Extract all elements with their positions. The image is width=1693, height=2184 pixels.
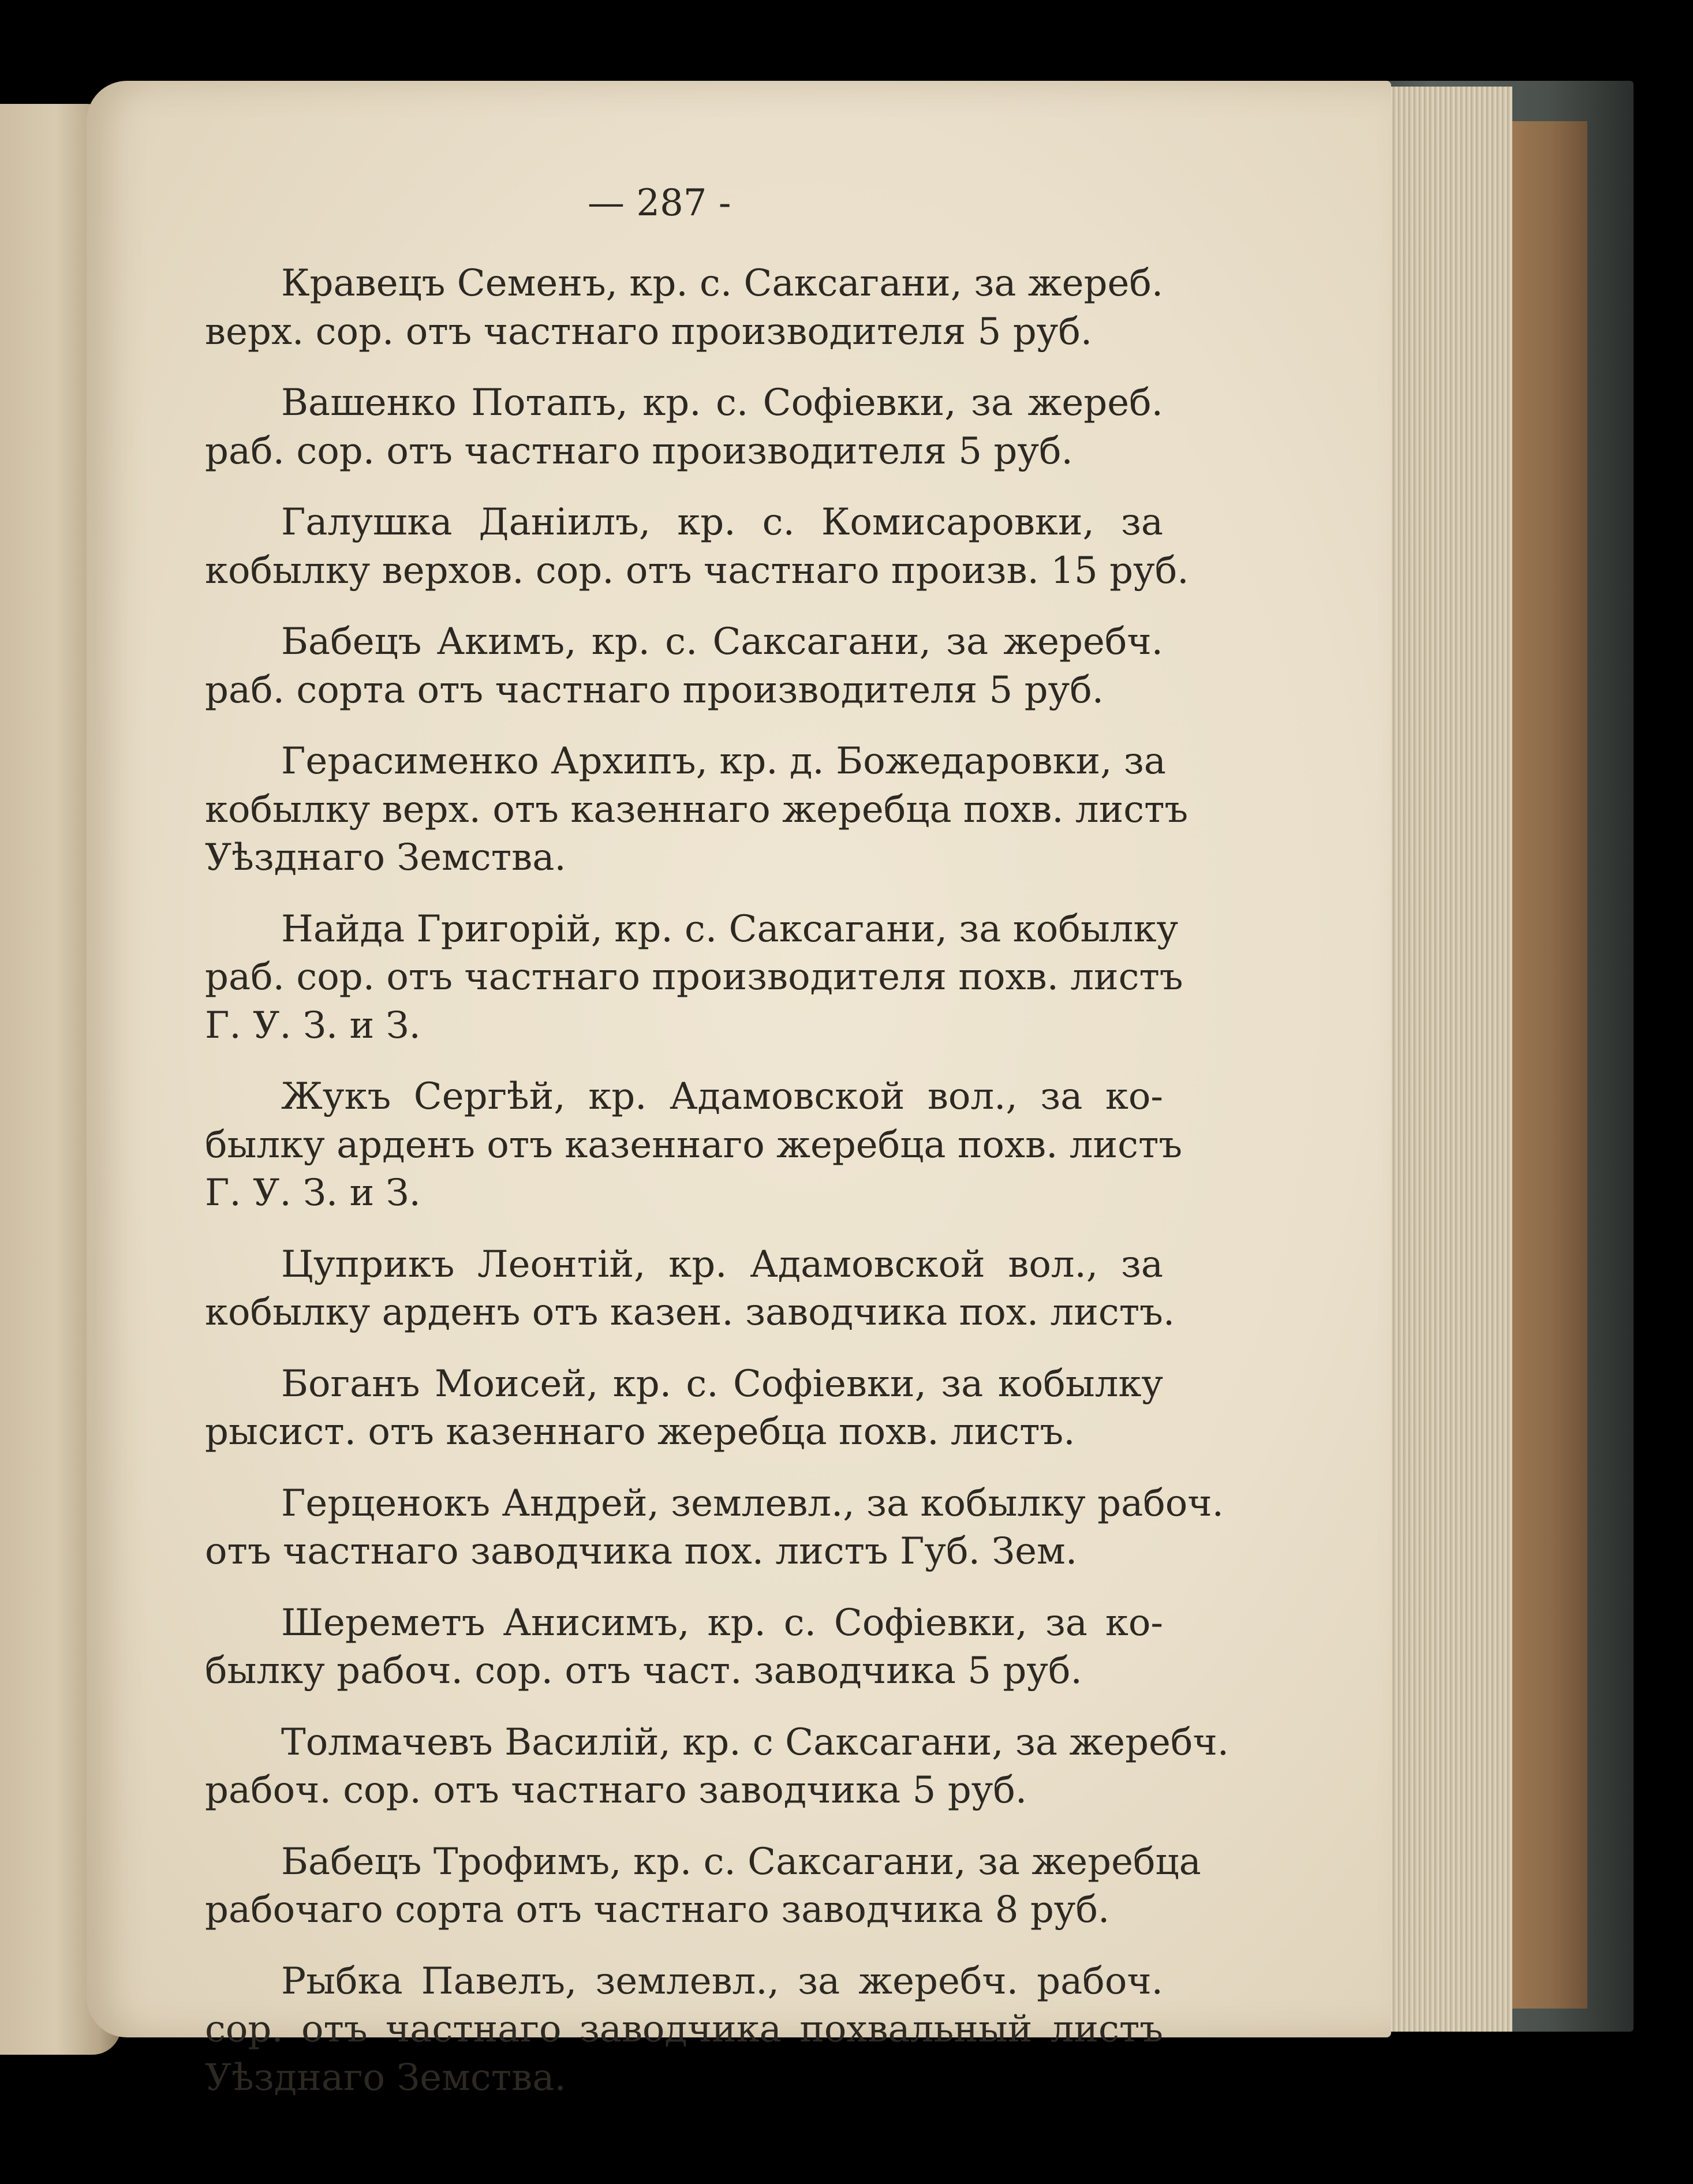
entry: [205, 738, 1189, 882]
entry: [205, 499, 1189, 595]
entry-line: раб. сорта отъ частнаго производителя 5 руб.: [205, 668, 1104, 712]
entry-line: Бабецъ Акимъ, кр. с. Саксагани, за жеребч.: [281, 620, 1163, 663]
entry: [205, 1480, 1224, 1576]
entry: [205, 618, 1163, 715]
entry-line: Шереметъ Анисимъ, кр. с. Софiевки, за ко-: [281, 1601, 1163, 1644]
entry: [205, 379, 1163, 476]
entry-line: раб. сор. отъ частнаго производителя похв. листъ: [205, 956, 1183, 998]
entry: [205, 260, 1163, 356]
entry: [205, 1719, 1229, 1815]
entry-line: Кравецъ Семенъ, кр. с. Саксагани, за жереб.: [281, 262, 1164, 305]
next-page-edge: [1501, 121, 1587, 2009]
entry-line: кобылку верх. отъ казеннаго жеребца похв. листъ: [205, 788, 1189, 831]
entry-line: былку арденъ отъ казеннаго жеребца похв. листъ: [205, 1123, 1183, 1166]
entry-line: Г. У. З. и З.: [205, 1172, 421, 1214]
entry-line: Бабецъ Трофимъ, кр. с. Саксагани, за жеребца: [281, 1840, 1201, 1883]
entry-line: кобылку арденъ отъ казен. заводчика пох. листъ.: [205, 1291, 1175, 1334]
entry: [205, 1599, 1163, 1696]
entry-line: Рыбка Павелъ, землевл., за жеребч. рабоч.: [281, 1959, 1163, 2003]
entry-line: раб. сор. отъ частнаго производителя 5 руб.: [205, 429, 1073, 473]
entry-line: отъ частнаго заводчика пох. листъ Губ. Зем.: [205, 1530, 1078, 1573]
page-text: [205, 260, 1229, 2125]
entry: [205, 1838, 1201, 1935]
entry-line: кобылку верхов. сор. отъ частнаго произв. 15 руб.: [205, 549, 1189, 592]
entry-line: рысист. отъ казеннаго жеребца похв. листъ.: [205, 1411, 1075, 1453]
entry: [205, 1360, 1163, 1457]
entry-line: рабочаго сорта отъ частнаго заводчика 8 руб.: [205, 1888, 1110, 1931]
entry-line: Толмачевъ Василiй, кр. с Саксагани, за жеребч.: [281, 1721, 1229, 1764]
entry-line: рабоч. сор. отъ частнаго заводчика 5 руб.: [205, 1769, 1027, 1812]
entry-line: Герасименко Архипъ, кр. д. Божедаровки, за: [281, 740, 1166, 783]
entry-line: сор. отъ частнаго заводчика похвальный листъ: [205, 2008, 1163, 2051]
entry-line: Вашенко Потапъ, кр. с. Софiевки, за жереб.: [281, 382, 1163, 424]
entry-line: Герценокъ Андрей, землевл., за кобылку рабоч.: [281, 1482, 1224, 1525]
entry-line: Жукъ Сергѣй, кр. Адамовской вол., за ко-: [281, 1075, 1163, 1118]
entry-line: Цуприкъ Леонтiй, кр. Адамовской вол., за: [281, 1243, 1163, 1286]
entry: [205, 1073, 1183, 1218]
entry-line: Галушка Данiилъ, кр. с. Комисаровки, за: [281, 501, 1163, 544]
entry: [205, 906, 1183, 1050]
entry: [205, 1241, 1175, 1337]
entry: [205, 1958, 1163, 2103]
entry-line: Уѣзднаго Земства.: [205, 2056, 566, 2099]
entry-line: Боганъ Моисей, кр. с. Софiевки, за кобылку: [281, 1362, 1163, 1405]
page-number: — 287 -: [588, 182, 731, 225]
entry-line: былку рабоч. сор. отъ част. заводчика 5 руб.: [205, 1650, 1082, 1692]
page-edges: [1380, 87, 1512, 2032]
entry-line: Уѣзднаго Земства.: [205, 836, 566, 879]
entry-line: Найда Григорiй, кр. с. Саксагани, за кобылку: [281, 907, 1179, 951]
entry-line: верх. сор. отъ частнаго производителя 5 руб.: [205, 310, 1093, 353]
entry-line: Г. У. З. и З.: [205, 1004, 421, 1047]
